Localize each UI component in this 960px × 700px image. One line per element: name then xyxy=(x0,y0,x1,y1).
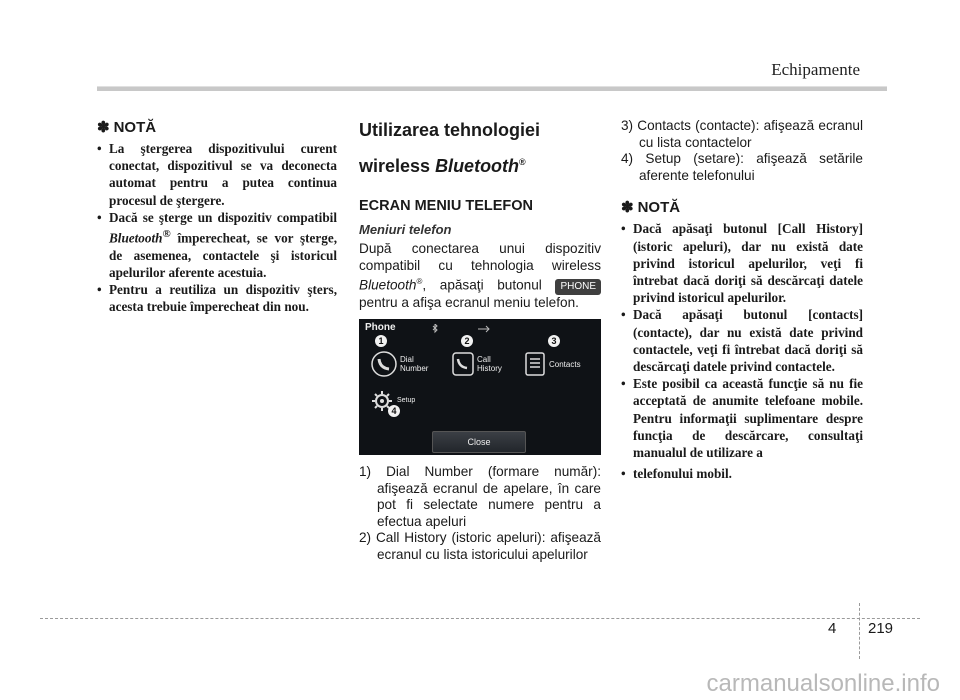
bullet-text: împerecheat, se vor şterge, de asemenea, contactele şi istoricul apelurilor aferente acestuia. xyxy=(109,230,337,280)
setup-gear-icon xyxy=(370,389,394,413)
call-history-label-1: Call xyxy=(477,354,491,364)
note-bullet: • Pentru a reutiliza un dispozitiv şters, acesta trebuie împerecheat din nou. xyxy=(97,281,337,315)
dial-phone-icon xyxy=(371,351,397,377)
phone-menu-screenshot xyxy=(359,319,601,455)
column-right xyxy=(621,118,863,482)
bullet-text: Dacă se şterge un dispozitiv compatibil xyxy=(109,209,337,225)
dial-number-label-2: Number xyxy=(400,363,429,373)
note-trailing-text xyxy=(621,465,863,482)
chapter-number: 4 xyxy=(828,620,837,637)
phone-button-icon: PHONE xyxy=(555,279,601,296)
note-heading xyxy=(621,198,863,216)
callout-4: 4 xyxy=(388,405,400,417)
column-left xyxy=(97,118,337,315)
dial-number-label-1: Dial xyxy=(400,354,414,364)
section-title: Utilizarea tehnologiei xyxy=(359,120,541,140)
note-bullet: • Dacă apăsaţi butonul [contacts] (contacte), dar nu există date privind contactele, veţi fi întrebat dacă doriţi să descărcaţi datele privind contactele. xyxy=(621,306,863,375)
screen-title: Phone xyxy=(365,321,396,333)
paragraph-text: După conectarea unui dispozitiv compatibil cu tehnologia wireless xyxy=(359,241,601,273)
list-item: 3) Contacts (contacte): afişează ecranul cu lista contactelor xyxy=(621,118,863,150)
note-bullet: • La ştergerea dispozitivului curent conectat, dispozitivul se va deconecta automat pentru a putea continua procesul de ştergere. xyxy=(97,140,337,209)
note-bullet: • Este posibil ca această funcţie să nu fie acceptată de anumite telefoane mobile. Pentru informaţii suplimentare despre funcţia de descărcare, consultaţi manualul de utilizare a xyxy=(621,375,863,461)
intro-paragraph xyxy=(359,241,601,312)
registered-mark: ® xyxy=(519,157,526,167)
running-header-title: Echipamente xyxy=(771,60,860,79)
subsection-subtitle: Meniuri telefon xyxy=(359,222,452,237)
page-number: 219 xyxy=(868,620,894,637)
list-item: 4) Setup (setare): afişează setările aferente telefonului xyxy=(621,151,863,183)
section-title-text: wireless xyxy=(359,156,436,176)
trailing-text: telefonului mobil. xyxy=(633,466,732,482)
paragraph-text: , apăsaţi butonul xyxy=(422,277,556,293)
callout-3: 3 xyxy=(548,335,560,347)
list-item: 2) Call History (istoric apeluri): afişează ecranul cu lista istoricului apelurilor xyxy=(359,530,601,562)
callout-2: 2 xyxy=(461,335,473,347)
column-middle xyxy=(359,118,601,563)
setup-label: Setup xyxy=(397,396,416,404)
header-rule xyxy=(97,86,887,91)
bluetooth-term: Bluetooth xyxy=(359,277,417,293)
call-history-icon xyxy=(452,352,474,376)
asterisk-icon: ✽ xyxy=(97,119,110,136)
callout-1: 1 xyxy=(375,335,387,347)
watermark: carmanualsonline.info xyxy=(706,670,940,697)
footer-rule xyxy=(40,618,920,619)
subsection-title: ECRAN MENIU TELEFON xyxy=(359,198,533,214)
call-history-label-2: History xyxy=(477,363,502,373)
bluetooth-term: Bluetooth xyxy=(435,156,520,176)
note-title: NOTĂ xyxy=(113,118,157,136)
note-heading xyxy=(97,118,337,136)
bluetooth-icon xyxy=(431,324,439,334)
paragraph-text: pentru a afişa ecranul meniu telefon. xyxy=(359,295,579,311)
note-bullet: • Dacă apăsaţi butonul [Call History] (istoric apeluri), dar nu există date privind istoricul apelurilor, veţi fi întrebat dacă doriţi să descărcaţi datele privind istoricul apelurilor. xyxy=(621,220,863,306)
registered-mark: ® xyxy=(162,228,171,241)
contacts-icon xyxy=(525,352,545,376)
usb-icon xyxy=(477,325,491,333)
section-title-line2 xyxy=(359,150,601,178)
close-button: Close xyxy=(432,431,526,453)
note-bullet xyxy=(97,209,337,281)
note-title: NOTĂ xyxy=(637,198,681,216)
registered-mark: ® xyxy=(416,277,423,287)
contacts-label: Contacts xyxy=(549,359,581,369)
list-item: 1) Dial Number (formare număr): afişează ecranul de apelare, în care pot fi selectate numere pentru a efectua apeluri xyxy=(359,463,601,529)
footer-divider xyxy=(859,603,860,659)
asterisk-icon: ✽ xyxy=(621,199,634,217)
bluetooth-term: Bluetooth xyxy=(109,230,163,246)
